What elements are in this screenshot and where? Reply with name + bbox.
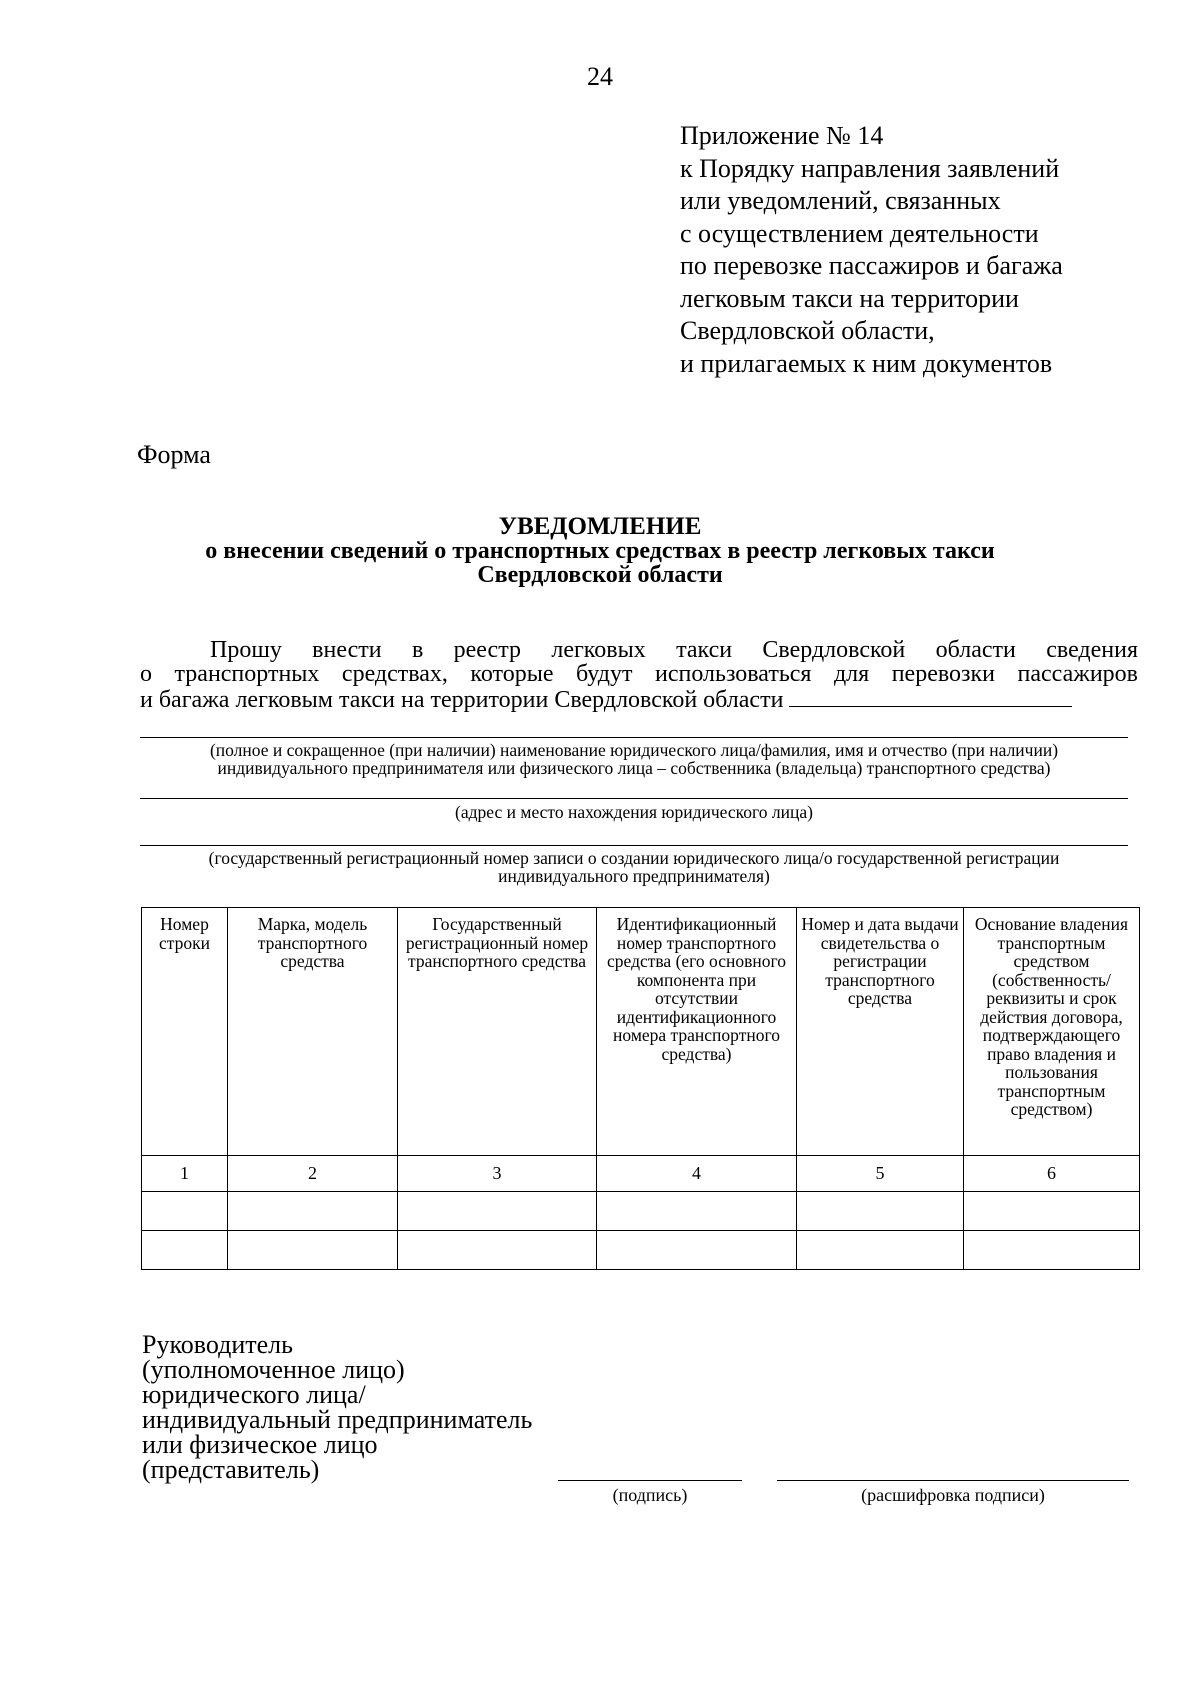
table-row [142, 1231, 1140, 1270]
header-cell: Идентификационный номер транспортного средства (его основного компонента при отсутствии идентификационного номера транспортного средства) [597, 908, 797, 1156]
table-cell[interactable] [597, 1231, 797, 1270]
title-line: о внесении сведений о транспортных средствах в реестр легковых такси [205, 538, 995, 564]
signer-line: (уполномоченное лицо) [142, 1355, 405, 1384]
owner-name-caption [140, 741, 1128, 777]
caption-line: индивидуального предпринимателя или физического лица – собственника (владельца) транспортного средства) [217, 758, 1051, 778]
table-header-row [142, 908, 1140, 1156]
table-cell[interactable] [597, 1192, 797, 1231]
title-line: Свердловской области [477, 562, 723, 588]
header-cell: Государственный регистрационный номер транспортного средства [398, 908, 597, 1156]
appendix-line: или уведомлений, связанных [680, 186, 1001, 215]
table-cell[interactable] [398, 1231, 597, 1270]
signature-decoding-caption: (расшифровка подписи) [861, 1485, 1045, 1505]
column-number: 4 [597, 1156, 797, 1192]
table-cell[interactable] [142, 1231, 228, 1270]
appendix-line: Приложение № 14 [680, 121, 884, 150]
column-number: 1 [142, 1156, 228, 1192]
address-caption: (адрес и место нахождения юридического лица) [455, 802, 813, 822]
signer-line: или физическое лицо [142, 1430, 378, 1459]
owner-name-field[interactable] [140, 737, 1128, 738]
owner-name-field-start[interactable] [789, 686, 1072, 707]
column-number: 6 [964, 1156, 1140, 1192]
signer-line: (представитель) [142, 1455, 320, 1484]
table-cell[interactable] [964, 1192, 1140, 1231]
column-number: 5 [797, 1156, 964, 1192]
caption-line: (государственный регистрационный номер записи о создании юридического лица/о государственной регистрации [208, 848, 1060, 868]
signer-line: юридического лица/ [142, 1380, 366, 1409]
column-number-row [142, 1156, 1140, 1192]
appendix-line: с осуществлением деятельности [680, 218, 1039, 248]
appendix-line: Свердловской области, [680, 316, 935, 345]
form-label: Форма [137, 440, 211, 469]
body-line-text: и багажа легковым такси на территории Свердловской области [140, 687, 784, 713]
vehicles-table [141, 907, 1140, 1270]
column-number: 3 [398, 1156, 597, 1192]
body-line: о транспортных средствах, которые будут использоваться для перевозки пассажиров [140, 661, 1138, 687]
table-cell[interactable] [142, 1192, 228, 1231]
table-row [142, 1192, 1140, 1231]
registration-caption [140, 849, 1128, 885]
registration-field[interactable] [140, 845, 1128, 846]
table-cell[interactable] [964, 1231, 1140, 1270]
header-cell: Марка, модель транспортного средства [228, 908, 398, 1156]
document-title [0, 515, 1200, 587]
appendix-line: по перевозке пассажиров и багажа [680, 251, 1063, 280]
page-number: 24 [587, 62, 613, 91]
title-main: УВЕДОМЛЕНИЕ [498, 513, 702, 540]
header-cell: Номер строки [142, 908, 228, 1156]
signer-line: Руководитель [142, 1330, 293, 1359]
body-line-last [140, 686, 1138, 712]
column-number: 2 [228, 1156, 398, 1192]
appendix-line: к Порядку направления заявлений [680, 153, 1060, 183]
body-line: Прошу внести в реестр легковых такси Свердловской области сведения [210, 637, 1138, 663]
header-cell: Основание владения транспортным средством (собственность/ реквизиты и срок действия договора, подтверждающего право владения и пользования транспортным средством) [964, 908, 1140, 1156]
caption-line: индивидуального предпринимателя) [498, 866, 770, 886]
appendix-line: легковым такси на территории [680, 283, 1019, 313]
signature-caption: (подпись) [612, 1485, 688, 1505]
appendix-block [680, 120, 1063, 380]
table-cell[interactable] [228, 1231, 398, 1270]
signer-block [142, 1332, 532, 1482]
signature-field[interactable] [558, 1480, 742, 1481]
table-cell[interactable] [797, 1231, 964, 1270]
signature-decoding-field[interactable] [777, 1480, 1129, 1481]
address-field[interactable] [140, 798, 1128, 799]
caption-line: (полное и сокращенное (при наличии) наименование юридического лица/фамилия, имя и отчество (при наличии) [209, 740, 1059, 760]
table-cell[interactable] [797, 1192, 964, 1231]
table-cell[interactable] [228, 1192, 398, 1231]
signer-line: индивидуальный предприниматель [142, 1405, 533, 1434]
header-cell: Номер и дата выдачи свидетельства о регистрации транспортного средства [797, 908, 964, 1156]
appendix-line: и прилагаемых к ним документов [680, 348, 1053, 378]
table-cell[interactable] [398, 1192, 597, 1231]
request-paragraph [140, 638, 1138, 712]
